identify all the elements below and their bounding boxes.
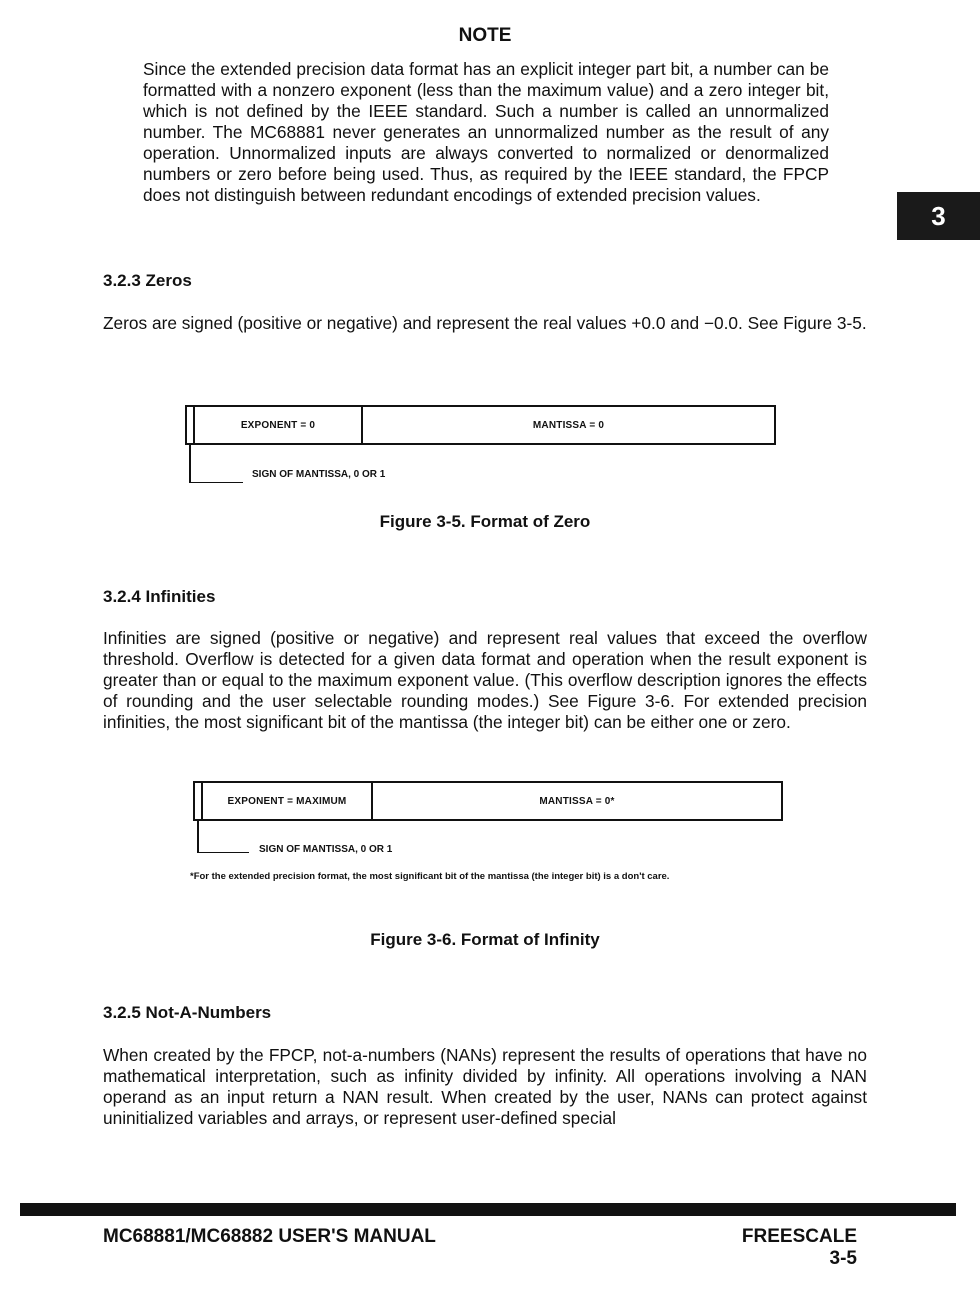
figure-zero-format	[185, 405, 776, 485]
infinity-exponent-field: EXPONENT = MAXIMUM	[227, 795, 347, 807]
zero-mantissa-field: MANTISSA = 0	[532, 419, 605, 431]
infinity-footnote: *For the extended precision format, the most significant bit of the mantissa (the integer bit) is a don't care.	[190, 871, 670, 882]
zero-sign-label: SIGN OF MANTISSA, 0 OR 1	[252, 469, 386, 480]
section-body-nans: When created by the FPCP, not-a-numbers (NANs) represent the results of operations that have no mathematical interpretation, such as infinity divided by infinity. All operations involving a NAN operand as an input return a NAN result. When created by the user, NANs can protect against uninitialized variables and arrays, or represent user-defined special	[103, 1045, 867, 1128]
sign-leader-vertical	[197, 821, 199, 853]
figure-infinity-format	[193, 781, 783, 855]
section-heading-infinities: 3.2.4 Infinities	[103, 587, 216, 606]
footer-rule	[20, 1203, 956, 1216]
figure-caption-zero: Figure 3-5. Format of Zero	[379, 512, 591, 531]
note-title: NOTE	[458, 25, 512, 46]
section-body-zeros: Zeros are signed (positive or negative) and represent the real values +0.0 and −0.0. See Figure 3-5.	[103, 313, 867, 333]
sign-leader-horizontal	[189, 482, 243, 483]
footer-publisher-block	[742, 1226, 857, 1270]
section-heading-nans: 3.2.5 Not-A-Numbers	[103, 1003, 272, 1022]
section-body-infinities: Infinities are signed (positive or negative) and represent real values that exceed the overflow threshold. Overflow is detected for a given data format and operation when the result exponent is greater than or equal to the maximum exponent value. (This overflow description ignores the effects of rounding and the user selectable rounding modes.) See Figure 3-6. For extended precision infinities, the most significant bit of the mantissa (the integer bit) can be either one or zero.	[103, 628, 867, 732]
zero-exponent-field: EXPONENT = 0	[240, 419, 316, 431]
footer-manual-title: MC68881/MC68882 USER'S MANUAL	[103, 1226, 436, 1247]
figure-caption-infinity: Figure 3-6. Format of Infinity	[370, 930, 600, 949]
note-body: Since the extended precision data format has an explicit integer part bit, a number can be formatted with a nonzero exponent (less than the maximum value) and a zero integer bit, which is not defined by the IEEE standard. Such a number is called an unnormalized number. The MC68881 never generates an unnormalized number as the result of any operation. Unnormalized inputs are always converted to normalized or denormalized numbers or zero before being used. Thus, as required by the IEEE standard, the FPCP does not distinguish between redundant encodings of extended precision values.	[143, 59, 829, 205]
zero-register-box	[185, 405, 776, 445]
infinity-mantissa-field: MANTISSA = 0*	[539, 795, 615, 807]
chapter-tab: 3	[897, 192, 980, 240]
sign-leader-horizontal	[197, 852, 249, 853]
footer-page-number: 3-5	[829, 1248, 857, 1269]
infinity-sign-label: SIGN OF MANTISSA, 0 OR 1	[259, 844, 393, 855]
footer-publisher: FREESCALE	[741, 1226, 857, 1247]
section-heading-zeros: 3.2.3 Zeros	[103, 271, 192, 290]
infinity-register-box	[193, 781, 783, 821]
sign-leader-vertical	[189, 445, 191, 483]
